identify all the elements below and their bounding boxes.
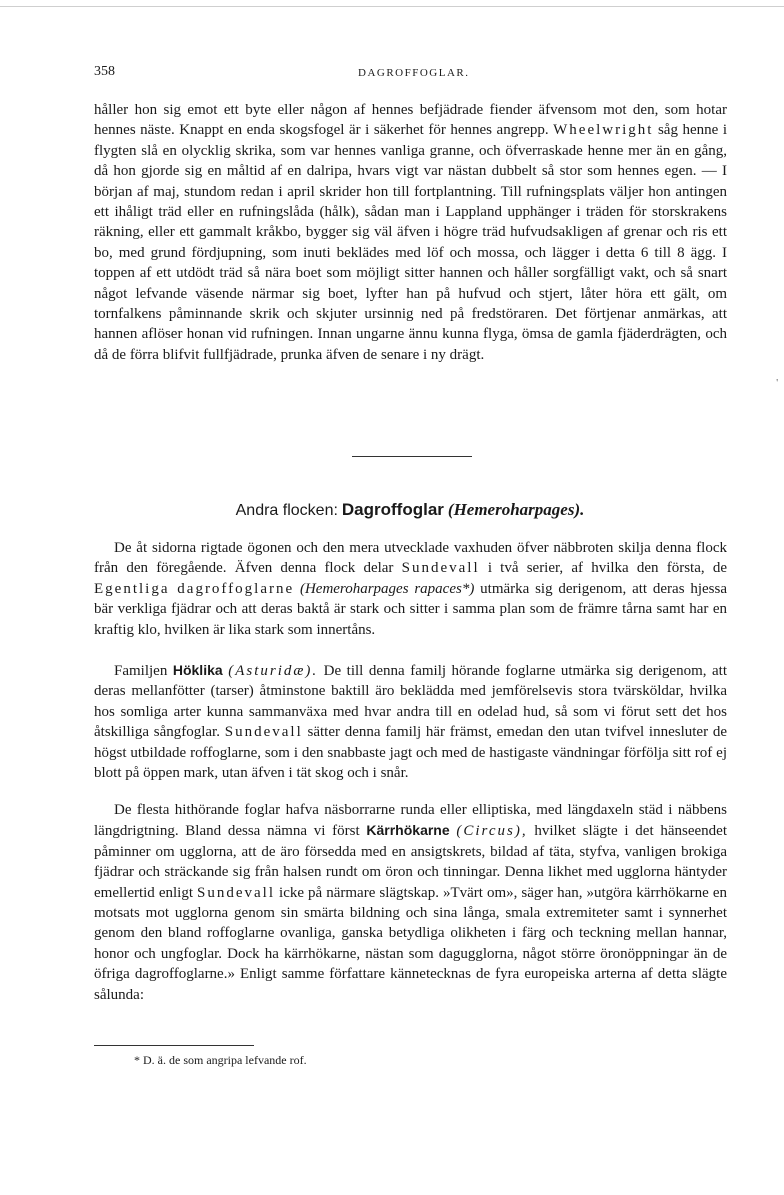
- section-heading: [100, 500, 720, 520]
- paragraph-2: [94, 538, 727, 640]
- author-name: Sundevall: [224, 724, 303, 741]
- group-name: Egentliga dagroffoglarne: [94, 580, 295, 597]
- author-name: Wheelwright: [553, 122, 654, 139]
- running-head: DAGROFFOGLAR.: [358, 67, 470, 79]
- author-name: Sundevall: [401, 560, 480, 577]
- latin-name: (Hemeroharpages rapaces*): [299, 580, 475, 597]
- author-name: Sundevall: [197, 884, 276, 901]
- genus-name: Kärrhökarne: [366, 822, 450, 839]
- paragraph-4-text-c: hvilket slägte i det hänseendet påminner om ugglorna, att de äro försedda med en ansigtskrets, bildad af täta, styfva, vanligen brokiga fjädrar och sträckande sig från halsen rundt om öron och tinningar. Denna likhet med ugglorna häntyder emellertid enligt: [94, 823, 727, 901]
- paragraph-2-text-b: i två serier, af hvilka den första, de: [479, 560, 727, 577]
- paragraph-1-text-b: såg henne i flygten slå en olycklig skrika, som var hennes vanliga granne, och öfverraskade henne mer än en gång, då hon gjorde sig en måltid af en dalripa, hvars vigt var nästan dubbelt så stor som hennes egen. — I början af maj, stundom redan i april skrider hon till fortplantning. Till rufningsplats väljer hon antingen ett ihåligt träd eller en rufningslåda (hålk), sådan man i Lappland upphänger i träden för storskrakens räkning, eller ett gammalt kråkbo, bygger sig väl äfven i högre träd hufvudsakligen af grenar och ris ett bo, med grund fördjupning, som inuti beklädes med löf och mossa, och lägger i detta 6 till 8 ägg. I toppen af ett utdödt träd så nära boet som möjligt sitter hannen och håller sorgfälligt vakt, och så snart något lefvande väsende närmar sig boet, lyfter han på hufvud och stjert, låter höra ett gält, om tornfalkens påminnande skrik och skjuter ursinnig ned på fredstöraren. Det förtjenar anmärkas, att hannen aflöser honan vid rufningen. Innan ungarne ännu kunna flyga, ömsa de gamla fjäderdrägten, och då de förra blifvit fullfjädrade, prunka äfven de senare i ny drägt.: [94, 122, 727, 363]
- family-name: Höklika: [172, 662, 223, 678]
- paragraph-3: [94, 660, 727, 783]
- paragraph-2-text-a: De åt sidorna rigtade ögonen och den mera utvecklade vaxhuden öfver näbbroten skilja denna flock från den föregående. Äfven denna flock delar: [94, 540, 727, 577]
- page-header: [94, 64, 727, 84]
- paragraph-3-text-a: Familjen: [114, 663, 173, 679]
- scan-top-edge: [0, 6, 784, 7]
- section-heading-label: Andra flocken:: [235, 502, 338, 519]
- paragraph-3-text-d: sätter denna familj här främst, emedan den utan tvifvel innesluter de högst utbildade roffoglarne, som i den snabbaste jagt och med de hastigaste vändningar förfölja sitt rof ej blott på öppen mark, utan äfven i tät skog och i snår.: [94, 724, 727, 782]
- latin-name: (Asturidæ).: [228, 663, 319, 679]
- paragraph-1: [94, 100, 727, 365]
- footnote-divider: [94, 1045, 254, 1046]
- paragraph-2-text-d: utmärka sig derigenom, att deras hjessa bär verkliga fjädrar och att deras baktå är stark och sitter i samma plan som de främre tårna samt har en kraftig klo, hvilken är lika stark som innertåns.: [94, 580, 728, 638]
- paragraph-1-text-a: håller hon sig emot ett byte eller någon af hennes befjädrade fiender äfvensom mot den, som hotar hennes näste. Knappt en enda skogsfogel är i säkerhet för hennes angrepp.: [94, 102, 727, 139]
- footnote: * D. ä. de som angripa lefvande rof.: [134, 1053, 307, 1067]
- section-heading-name: Dagroffoglar: [341, 500, 444, 519]
- section-heading-latin: (Hemeroharpages).: [447, 500, 585, 519]
- paragraph-4-text-a: De flesta hithörande foglar hafva näsborrarne runda eller elliptiska, med längdaxeln städ i näbbens längdrigtning. Bland dessa nämna vi först: [94, 802, 727, 840]
- paragraph-3-text-c: De till denna familj hörande foglarne utmärka sig derigenom, att deras mellanfötter (tarser) åtminstone baktill äro beklädda med jemförelsevis stora tvärsköldar, hvilka hos somliga arter kunna sammanväxa med hvar andra till en odelad hud, så som vi förut sett det hos åtskilliga sångfoglar.: [94, 663, 728, 741]
- scan-edge-mark: ': [776, 378, 778, 389]
- paragraph-4: [94, 800, 727, 1005]
- page-number: 358: [94, 64, 115, 79]
- section-divider: [352, 456, 472, 457]
- latin-name: (Circus),: [456, 823, 528, 840]
- paragraph-4-text-d: icke på närmare slägtskap. »Tvärt om», säger han, »utgöra kärrhökarne en motsats mot ugglorna genom sin smärta bildning och sina långa, smala extremiteter samt i synnerhet genom den bland roffoglarne ovanliga, ganska betydliga olikheten i färg och teckning mellan hannar, honor och ungfoglar. Dock ha kärrhökarne, nästan som dagugglorna, något större öronöppningar än de öfriga dagroffoglarne.» Enligt samme författare kännetecknas de fyra europeiska arterna af detta slägte sålunda:: [94, 884, 727, 1003]
